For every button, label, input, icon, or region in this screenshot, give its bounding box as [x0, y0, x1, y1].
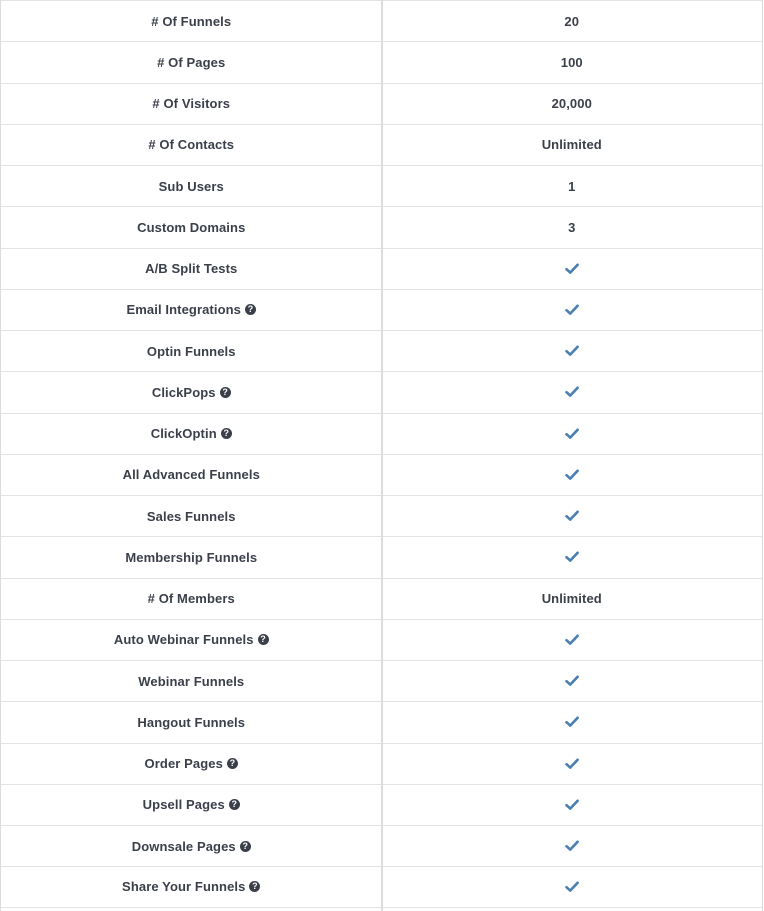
feature-label-cell [1, 661, 382, 701]
feature-value-cell [382, 785, 763, 825]
feature-value-cell [382, 42, 763, 82]
feature-label: Custom Domains [137, 219, 246, 235]
feature-label: Share Your Funnels [122, 879, 246, 895]
feature-label-cell [1, 785, 382, 825]
feature-value: 20 [564, 13, 580, 29]
column-divider [381, 0, 383, 911]
feature-value-cell [382, 249, 763, 289]
feature-value-cell [382, 744, 763, 784]
checkmark-icon [565, 304, 579, 316]
feature-label-cell [1, 702, 382, 742]
feature-label: Sub Users [158, 178, 224, 194]
feature-value-cell [382, 537, 763, 577]
feature-label-cell [1, 207, 382, 247]
feature-label: Membership Funnels [125, 549, 258, 565]
feature-value-cell [382, 579, 763, 619]
feature-label: Order Pages [144, 756, 223, 772]
feature-value-cell [382, 207, 763, 247]
question-circle-icon[interactable]: ? [227, 758, 238, 769]
feature-label: Email Integrations [126, 302, 241, 318]
checkmark-icon [565, 386, 579, 398]
feature-value-cell [382, 620, 763, 660]
feature-value-cell [382, 125, 763, 165]
feature-value-cell [382, 290, 763, 330]
feature-label-cell [1, 867, 382, 906]
feature-label-cell [1, 331, 382, 371]
feature-value-cell [382, 166, 763, 206]
question-circle-icon[interactable]: ? [221, 428, 232, 439]
feature-value-cell [382, 826, 763, 866]
question-circle-icon[interactable]: ? [249, 881, 260, 892]
feature-label: ClickOptin [150, 426, 217, 442]
checkmark-icon [565, 799, 579, 811]
feature-label-cell [1, 455, 382, 495]
feature-label-cell [1, 579, 382, 619]
feature-label-cell [1, 166, 382, 206]
feature-label-cell [1, 826, 382, 866]
feature-label: All Advanced Funnels [122, 467, 260, 483]
feature-value: 20,000 [551, 96, 592, 112]
checkmark-icon [565, 263, 579, 275]
feature-label: Webinar Funnels [138, 673, 245, 689]
question-circle-icon[interactable]: ? [220, 387, 231, 398]
feature-label-cell [1, 537, 382, 577]
question-circle-icon[interactable]: ? [258, 634, 269, 645]
feature-value-cell [382, 372, 763, 412]
checkmark-icon [565, 840, 579, 852]
checkmark-icon [565, 881, 579, 893]
checkmark-icon [565, 675, 579, 687]
feature-value: 1 [568, 178, 576, 194]
feature-label-cell [1, 620, 382, 660]
checkmark-icon [565, 345, 579, 357]
feature-label: # Of Visitors [152, 96, 231, 112]
checkmark-icon [565, 716, 579, 728]
feature-value-cell [382, 84, 763, 124]
feature-label-cell [1, 84, 382, 124]
feature-label: ClickPops [151, 384, 216, 400]
feature-label: # Of Funnels [151, 13, 232, 29]
question-circle-icon[interactable]: ? [240, 841, 251, 852]
feature-value-cell [382, 496, 763, 536]
checkmark-icon [565, 510, 579, 522]
feature-label: Upsell Pages [142, 797, 225, 813]
feature-label-cell [1, 496, 382, 536]
feature-value: 100 [560, 54, 583, 70]
feature-label-cell [1, 372, 382, 412]
feature-value: 3 [568, 219, 576, 235]
feature-label: # Of Contacts [148, 137, 235, 153]
checkmark-icon [565, 551, 579, 563]
feature-label: Downsale Pages [131, 838, 236, 854]
feature-label: A/B Split Tests [145, 261, 238, 277]
feature-label-cell [1, 414, 382, 454]
feature-label-cell [1, 1, 382, 41]
feature-label: # Of Members [147, 591, 235, 607]
feature-label-cell [1, 125, 382, 165]
feature-label-cell [1, 42, 382, 82]
feature-label-cell [1, 249, 382, 289]
feature-label: Auto Webinar Funnels [113, 632, 254, 648]
checkmark-icon [565, 428, 579, 440]
feature-label-cell [1, 744, 382, 784]
feature-value-cell [382, 661, 763, 701]
feature-label: Sales Funnels [146, 508, 236, 524]
feature-label: Hangout Funnels [137, 714, 246, 730]
feature-value-cell [382, 414, 763, 454]
feature-value-cell [382, 867, 763, 906]
checkmark-icon [565, 758, 579, 770]
feature-value-cell [382, 702, 763, 742]
feature-value: Unlimited [541, 137, 602, 153]
feature-label: Optin Funnels [146, 343, 236, 359]
feature-value-cell [382, 455, 763, 495]
checkmark-icon [565, 634, 579, 646]
question-circle-icon[interactable]: ? [245, 304, 256, 315]
feature-value-cell [382, 1, 763, 41]
feature-label: # Of Pages [157, 54, 226, 70]
question-circle-icon[interactable]: ? [229, 799, 240, 810]
checkmark-icon [565, 469, 579, 481]
feature-value-cell [382, 331, 763, 371]
feature-label-cell [1, 290, 382, 330]
feature-value: Unlimited [541, 591, 602, 607]
